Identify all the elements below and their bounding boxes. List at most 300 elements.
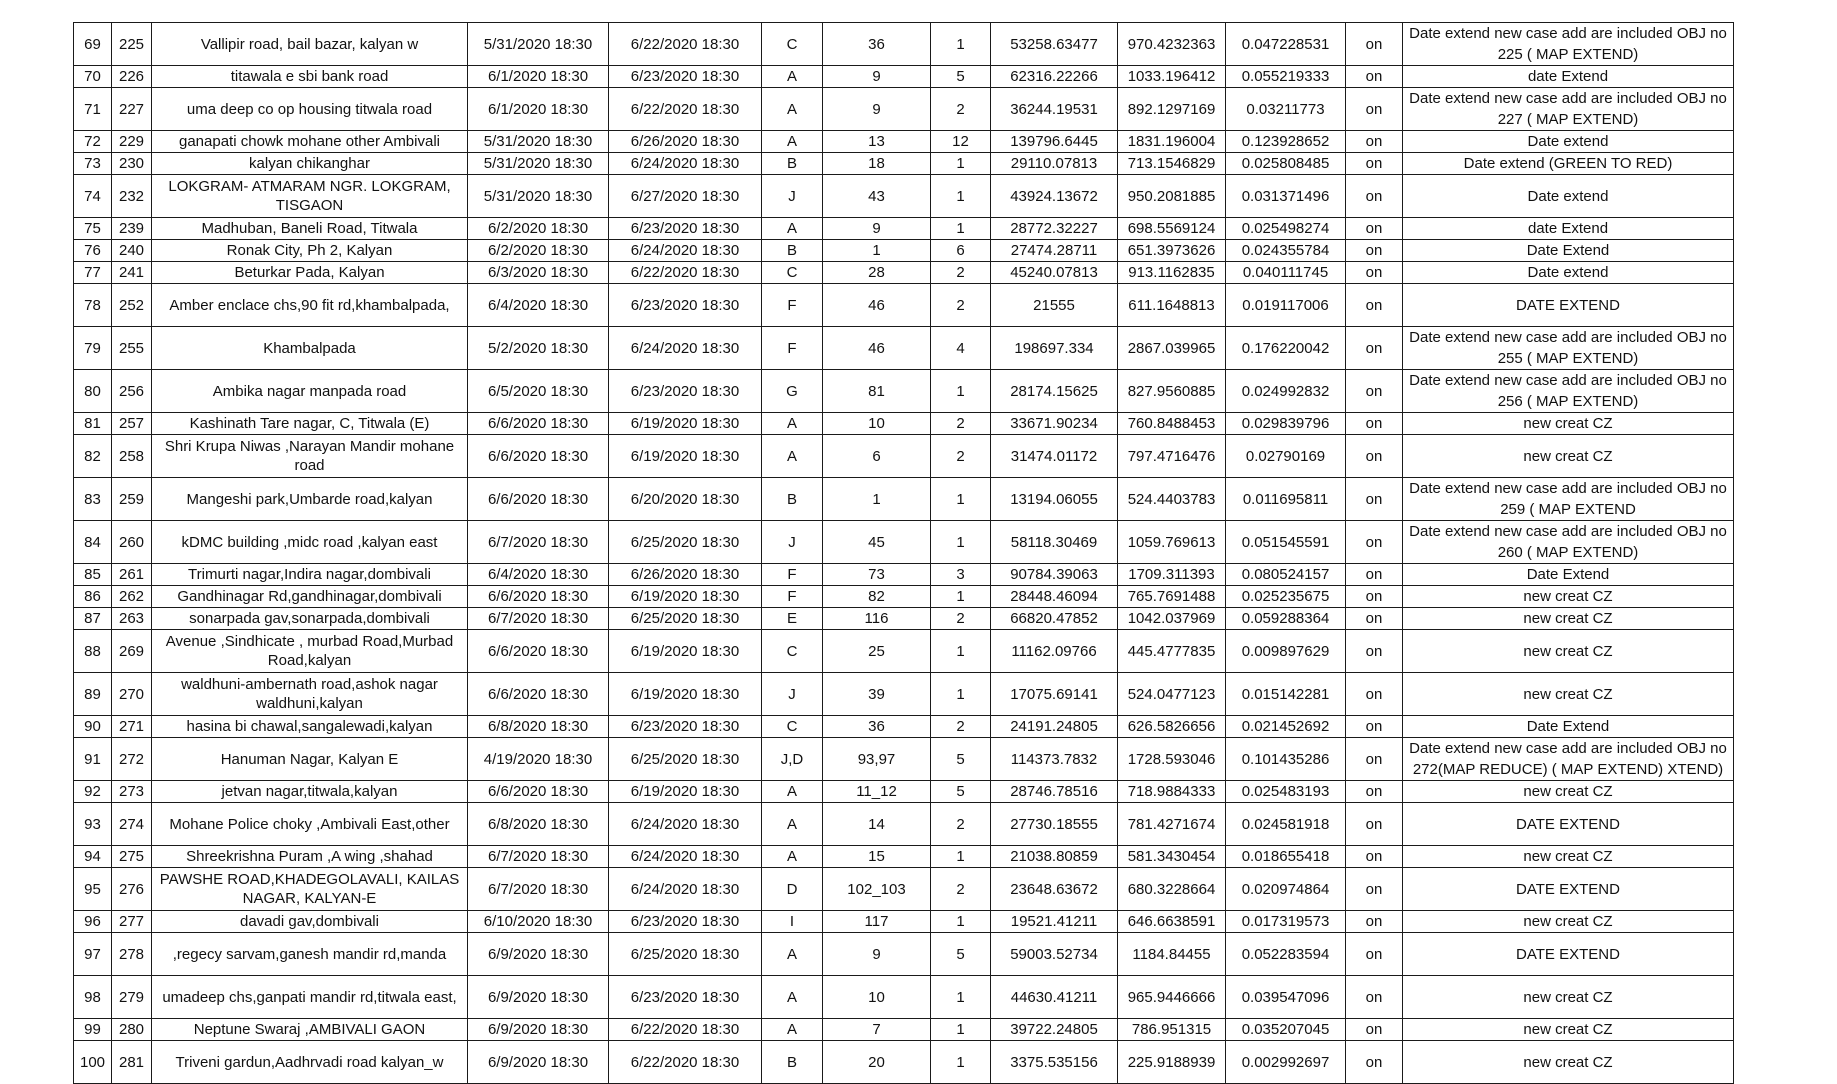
start-date-cell: 6/9/2020 18:30	[468, 933, 609, 976]
zone-cell: A	[762, 781, 823, 803]
remarks-cell: Date extend	[1403, 131, 1734, 153]
case-count-cell: 1	[931, 521, 991, 564]
object-id-cell: 281	[112, 1041, 152, 1084]
start-date-cell: 5/31/2020 18:30	[468, 131, 609, 153]
ward-cell: 10	[823, 413, 931, 435]
perimeter-cell: 713.1546829	[1118, 153, 1226, 175]
status-cell: on	[1346, 413, 1403, 435]
status-cell: on	[1346, 370, 1403, 413]
area-cell: 28746.78516	[991, 781, 1118, 803]
ratio-cell: 0.009897629	[1226, 630, 1346, 673]
end-date-cell: 6/19/2020 18:30	[609, 435, 762, 478]
end-date-cell: 6/23/2020 18:30	[609, 284, 762, 327]
location-cell: kDMC building ,midc road ,kalyan east	[152, 521, 468, 564]
table-body	[74, 23, 1734, 1084]
perimeter-cell: 524.0477123	[1118, 673, 1226, 716]
object-id-cell: 278	[112, 933, 152, 976]
perimeter-cell: 786.951315	[1118, 1019, 1226, 1041]
location-cell: waldhuni-ambernath road,ashok nagar waldhuni,kalyan	[152, 673, 468, 716]
table-row	[74, 868, 1734, 911]
ratio-cell: 0.025808485	[1226, 153, 1346, 175]
perimeter-cell: 781.4271674	[1118, 803, 1226, 846]
location-cell: hasina bi chawal,sangalewadi,kalyan	[152, 716, 468, 738]
serial-number-cell: 88	[74, 630, 112, 673]
remarks-cell: date Extend	[1403, 218, 1734, 240]
object-id-cell: 226	[112, 66, 152, 88]
area-cell: 3375.535156	[991, 1041, 1118, 1084]
location-cell: Shri Krupa Niwas ,Narayan Mandir mohane road	[152, 435, 468, 478]
ward-cell: 117	[823, 911, 931, 933]
object-id-cell: 252	[112, 284, 152, 327]
status-cell: on	[1346, 781, 1403, 803]
case-count-cell: 1	[931, 153, 991, 175]
start-date-cell: 6/9/2020 18:30	[468, 1041, 609, 1084]
zone-cell: B	[762, 240, 823, 262]
ward-cell: 82	[823, 586, 931, 608]
case-count-cell: 2	[931, 803, 991, 846]
location-cell: sonarpada gav,sonarpada,dombivali	[152, 608, 468, 630]
end-date-cell: 6/19/2020 18:30	[609, 586, 762, 608]
end-date-cell: 6/19/2020 18:30	[609, 781, 762, 803]
table-row	[74, 413, 1734, 435]
area-cell: 31474.01172	[991, 435, 1118, 478]
end-date-cell: 6/23/2020 18:30	[609, 218, 762, 240]
end-date-cell: 6/25/2020 18:30	[609, 521, 762, 564]
perimeter-cell: 765.7691488	[1118, 586, 1226, 608]
location-cell: LOKGRAM- ATMARAM NGR. LOKGRAM, TISGAON	[152, 175, 468, 218]
object-id-cell: 273	[112, 781, 152, 803]
table-row	[74, 175, 1734, 218]
end-date-cell: 6/25/2020 18:30	[609, 933, 762, 976]
start-date-cell: 6/8/2020 18:30	[468, 803, 609, 846]
serial-number-cell: 78	[74, 284, 112, 327]
start-date-cell: 6/7/2020 18:30	[468, 846, 609, 868]
case-count-cell: 1	[931, 1041, 991, 1084]
serial-number-cell: 81	[74, 413, 112, 435]
ward-cell: 6	[823, 435, 931, 478]
object-id-cell: 261	[112, 564, 152, 586]
status-cell: on	[1346, 521, 1403, 564]
zone-cell: A	[762, 435, 823, 478]
status-cell: on	[1346, 131, 1403, 153]
start-date-cell: 5/31/2020 18:30	[468, 175, 609, 218]
case-count-cell: 2	[931, 716, 991, 738]
start-date-cell: 6/3/2020 18:30	[468, 262, 609, 284]
ratio-cell: 0.025483193	[1226, 781, 1346, 803]
start-date-cell: 6/6/2020 18:30	[468, 586, 609, 608]
ward-cell: 81	[823, 370, 931, 413]
case-count-cell: 1	[931, 846, 991, 868]
status-cell: on	[1346, 933, 1403, 976]
ward-cell: 73	[823, 564, 931, 586]
end-date-cell: 6/26/2020 18:30	[609, 564, 762, 586]
area-cell: 21038.80859	[991, 846, 1118, 868]
case-count-cell: 2	[931, 435, 991, 478]
case-count-cell: 1	[931, 370, 991, 413]
ratio-cell: 0.051545591	[1226, 521, 1346, 564]
zone-cell: C	[762, 716, 823, 738]
ward-cell: 7	[823, 1019, 931, 1041]
serial-number-cell: 87	[74, 608, 112, 630]
location-cell: ,regecy sarvam,ganesh mandir rd,manda	[152, 933, 468, 976]
serial-number-cell: 94	[74, 846, 112, 868]
object-id-cell: 276	[112, 868, 152, 911]
zone-cell: J,D	[762, 738, 823, 781]
remarks-cell: DATE EXTEND	[1403, 933, 1734, 976]
perimeter-cell: 950.2081885	[1118, 175, 1226, 218]
end-date-cell: 6/23/2020 18:30	[609, 716, 762, 738]
location-cell: uma deep co op housing titwala road	[152, 88, 468, 131]
table-row	[74, 803, 1734, 846]
zone-cell: D	[762, 868, 823, 911]
zone-cell: B	[762, 153, 823, 175]
zone-cell: F	[762, 327, 823, 370]
status-cell: on	[1346, 608, 1403, 630]
ratio-cell: 0.02790169	[1226, 435, 1346, 478]
remarks-cell: Date extend new case add are included OBJ no 272(MAP REDUCE) ( MAP EXTEND) XTEND)	[1403, 738, 1734, 781]
area-cell: 198697.334	[991, 327, 1118, 370]
serial-number-cell: 72	[74, 131, 112, 153]
start-date-cell: 6/6/2020 18:30	[468, 435, 609, 478]
status-cell: on	[1346, 846, 1403, 868]
object-id-cell: 256	[112, 370, 152, 413]
object-id-cell: 263	[112, 608, 152, 630]
location-cell: Ambika nagar manpada road	[152, 370, 468, 413]
start-date-cell: 6/1/2020 18:30	[468, 66, 609, 88]
serial-number-cell: 84	[74, 521, 112, 564]
status-cell: on	[1346, 327, 1403, 370]
perimeter-cell: 1059.769613	[1118, 521, 1226, 564]
ward-cell: 116	[823, 608, 931, 630]
ratio-cell: 0.019117006	[1226, 284, 1346, 327]
case-count-cell: 2	[931, 284, 991, 327]
case-count-cell: 2	[931, 262, 991, 284]
remarks-cell: Date extend	[1403, 175, 1734, 218]
end-date-cell: 6/22/2020 18:30	[609, 1019, 762, 1041]
table-row	[74, 284, 1734, 327]
end-date-cell: 6/24/2020 18:30	[609, 846, 762, 868]
status-cell: on	[1346, 976, 1403, 1019]
table-row	[74, 262, 1734, 284]
zone-cell: I	[762, 911, 823, 933]
location-cell: Mohane Police choky ,Ambivali East,other	[152, 803, 468, 846]
ward-cell: 36	[823, 23, 931, 66]
serial-number-cell: 95	[74, 868, 112, 911]
status-cell: on	[1346, 716, 1403, 738]
area-cell: 44630.41211	[991, 976, 1118, 1019]
table-row	[74, 738, 1734, 781]
remarks-cell: DATE EXTEND	[1403, 868, 1734, 911]
object-id-cell: 241	[112, 262, 152, 284]
location-cell: ganapati chowk mohane other Ambivali	[152, 131, 468, 153]
zone-cell: A	[762, 413, 823, 435]
object-id-cell: 275	[112, 846, 152, 868]
object-id-cell: 270	[112, 673, 152, 716]
object-id-cell: 255	[112, 327, 152, 370]
perimeter-cell: 698.5569124	[1118, 218, 1226, 240]
serial-number-cell: 75	[74, 218, 112, 240]
location-cell: Ronak City, Ph 2, Kalyan	[152, 240, 468, 262]
ratio-cell: 0.017319573	[1226, 911, 1346, 933]
zone-cell: A	[762, 933, 823, 976]
remarks-cell: Date extend new case add are included OBJ no 260 ( MAP EXTEND)	[1403, 521, 1734, 564]
start-date-cell: 6/6/2020 18:30	[468, 478, 609, 521]
table-row	[74, 586, 1734, 608]
serial-number-cell: 80	[74, 370, 112, 413]
area-cell: 58118.30469	[991, 521, 1118, 564]
ratio-cell: 0.025235675	[1226, 586, 1346, 608]
perimeter-cell: 1033.196412	[1118, 66, 1226, 88]
ward-cell: 93,97	[823, 738, 931, 781]
zone-cell: C	[762, 262, 823, 284]
ward-cell: 9	[823, 66, 931, 88]
start-date-cell: 6/2/2020 18:30	[468, 240, 609, 262]
remarks-cell: new creat CZ	[1403, 781, 1734, 803]
case-count-cell: 1	[931, 23, 991, 66]
zone-cell: J	[762, 521, 823, 564]
ratio-cell: 0.03211773	[1226, 88, 1346, 131]
case-count-cell: 4	[931, 327, 991, 370]
start-date-cell: 6/2/2020 18:30	[468, 218, 609, 240]
object-id-cell: 227	[112, 88, 152, 131]
object-id-cell: 258	[112, 435, 152, 478]
serial-number-cell: 74	[74, 175, 112, 218]
case-count-cell: 2	[931, 608, 991, 630]
case-count-cell: 5	[931, 933, 991, 976]
location-cell: PAWSHE ROAD,KHADEGOLAVALI, KAILAS NAGAR, KALYAN-E	[152, 868, 468, 911]
remarks-cell: new creat CZ	[1403, 1041, 1734, 1084]
remarks-cell: Date Extend	[1403, 564, 1734, 586]
zone-cell: J	[762, 175, 823, 218]
zone-cell: B	[762, 1041, 823, 1084]
case-count-cell: 5	[931, 781, 991, 803]
remarks-cell: Date Extend	[1403, 716, 1734, 738]
ward-cell: 46	[823, 284, 931, 327]
ward-cell: 14	[823, 803, 931, 846]
location-cell: davadi gav,dombivali	[152, 911, 468, 933]
area-cell: 36244.19531	[991, 88, 1118, 131]
zone-cell: A	[762, 803, 823, 846]
perimeter-cell: 680.3228664	[1118, 868, 1226, 911]
object-id-cell: 232	[112, 175, 152, 218]
start-date-cell: 4/19/2020 18:30	[468, 738, 609, 781]
end-date-cell: 6/19/2020 18:30	[609, 413, 762, 435]
remarks-cell: new creat CZ	[1403, 630, 1734, 673]
status-cell: on	[1346, 153, 1403, 175]
end-date-cell: 6/25/2020 18:30	[609, 608, 762, 630]
status-cell: on	[1346, 673, 1403, 716]
ratio-cell: 0.101435286	[1226, 738, 1346, 781]
object-id-cell: 225	[112, 23, 152, 66]
perimeter-cell: 581.3430454	[1118, 846, 1226, 868]
perimeter-cell: 797.4716476	[1118, 435, 1226, 478]
table-row	[74, 327, 1734, 370]
object-id-cell: 269	[112, 630, 152, 673]
ward-cell: 18	[823, 153, 931, 175]
ratio-cell: 0.039547096	[1226, 976, 1346, 1019]
serial-number-cell: 92	[74, 781, 112, 803]
area-cell: 19521.41211	[991, 911, 1118, 933]
status-cell: on	[1346, 435, 1403, 478]
area-cell: 114373.7832	[991, 738, 1118, 781]
end-date-cell: 6/19/2020 18:30	[609, 673, 762, 716]
zone-cell: F	[762, 284, 823, 327]
object-id-cell: 274	[112, 803, 152, 846]
table-row	[74, 608, 1734, 630]
table-row	[74, 716, 1734, 738]
remarks-cell: DATE EXTEND	[1403, 803, 1734, 846]
ward-cell: 102_103	[823, 868, 931, 911]
case-count-cell: 1	[931, 673, 991, 716]
area-cell: 23648.63672	[991, 868, 1118, 911]
zone-cell: B	[762, 478, 823, 521]
perimeter-cell: 892.1297169	[1118, 88, 1226, 131]
serial-number-cell: 69	[74, 23, 112, 66]
ratio-cell: 0.047228531	[1226, 23, 1346, 66]
zone-cell: A	[762, 66, 823, 88]
zone-cell: J	[762, 673, 823, 716]
remarks-cell: new creat CZ	[1403, 976, 1734, 1019]
zone-cell: A	[762, 131, 823, 153]
remarks-cell: new creat CZ	[1403, 413, 1734, 435]
perimeter-cell: 1042.037969	[1118, 608, 1226, 630]
location-cell: Triveni gardun,Aadhrvadi road kalyan_w	[152, 1041, 468, 1084]
perimeter-cell: 718.9884333	[1118, 781, 1226, 803]
ratio-cell: 0.080524157	[1226, 564, 1346, 586]
zone-cell: F	[762, 564, 823, 586]
case-count-cell: 2	[931, 413, 991, 435]
serial-number-cell: 85	[74, 564, 112, 586]
location-cell: Gandhinagar Rd,gandhinagar,dombivali	[152, 586, 468, 608]
ward-cell: 9	[823, 218, 931, 240]
location-cell: Neptune Swaraj ,AMBIVALI GAON	[152, 1019, 468, 1041]
ratio-cell: 0.123928652	[1226, 131, 1346, 153]
perimeter-cell: 651.3973626	[1118, 240, 1226, 262]
table-row	[74, 564, 1734, 586]
start-date-cell: 6/6/2020 18:30	[468, 673, 609, 716]
remarks-cell: new creat CZ	[1403, 911, 1734, 933]
area-cell: 28772.32227	[991, 218, 1118, 240]
ratio-cell: 0.031371496	[1226, 175, 1346, 218]
ratio-cell: 0.059288364	[1226, 608, 1346, 630]
table-row	[74, 435, 1734, 478]
zone-cell: A	[762, 88, 823, 131]
case-count-cell: 1	[931, 478, 991, 521]
area-cell: 17075.69141	[991, 673, 1118, 716]
table-row	[74, 23, 1734, 66]
status-cell: on	[1346, 803, 1403, 846]
end-date-cell: 6/22/2020 18:30	[609, 1041, 762, 1084]
perimeter-cell: 225.9188939	[1118, 1041, 1226, 1084]
remarks-cell: new creat CZ	[1403, 673, 1734, 716]
serial-number-cell: 73	[74, 153, 112, 175]
ward-cell: 15	[823, 846, 931, 868]
case-count-cell: 1	[931, 1019, 991, 1041]
zone-cell: A	[762, 218, 823, 240]
zone-cell: A	[762, 846, 823, 868]
remarks-cell: new creat CZ	[1403, 586, 1734, 608]
area-cell: 11162.09766	[991, 630, 1118, 673]
start-date-cell: 6/9/2020 18:30	[468, 1019, 609, 1041]
status-cell: on	[1346, 1019, 1403, 1041]
ratio-cell: 0.040111745	[1226, 262, 1346, 284]
perimeter-cell: 646.6638591	[1118, 911, 1226, 933]
object-id-cell: 257	[112, 413, 152, 435]
end-date-cell: 6/24/2020 18:30	[609, 868, 762, 911]
zone-cell: A	[762, 976, 823, 1019]
ratio-cell: 0.021452692	[1226, 716, 1346, 738]
ward-cell: 9	[823, 933, 931, 976]
area-cell: 39722.24805	[991, 1019, 1118, 1041]
remarks-cell: DATE EXTEND	[1403, 284, 1734, 327]
object-id-cell: 239	[112, 218, 152, 240]
perimeter-cell: 611.1648813	[1118, 284, 1226, 327]
status-cell: on	[1346, 66, 1403, 88]
ward-cell: 11_12	[823, 781, 931, 803]
area-cell: 13194.06055	[991, 478, 1118, 521]
remarks-cell: new creat CZ	[1403, 1019, 1734, 1041]
perimeter-cell: 1728.593046	[1118, 738, 1226, 781]
location-cell: Madhuban, Baneli Road, Titwala	[152, 218, 468, 240]
status-cell: on	[1346, 630, 1403, 673]
table-row	[74, 521, 1734, 564]
ward-cell: 45	[823, 521, 931, 564]
ward-cell: 1	[823, 478, 931, 521]
perimeter-cell: 524.4403783	[1118, 478, 1226, 521]
perimeter-cell: 760.8488453	[1118, 413, 1226, 435]
serial-number-cell: 83	[74, 478, 112, 521]
table-row	[74, 478, 1734, 521]
remarks-cell: new creat CZ	[1403, 435, 1734, 478]
object-id-cell: 259	[112, 478, 152, 521]
serial-number-cell: 86	[74, 586, 112, 608]
table-row	[74, 66, 1734, 88]
ward-cell: 28	[823, 262, 931, 284]
case-count-cell: 6	[931, 240, 991, 262]
status-cell: on	[1346, 23, 1403, 66]
ward-cell: 36	[823, 716, 931, 738]
location-cell: Beturkar Pada, Kalyan	[152, 262, 468, 284]
serial-number-cell: 76	[74, 240, 112, 262]
location-cell: titawala e sbi bank road	[152, 66, 468, 88]
perimeter-cell: 965.9446666	[1118, 976, 1226, 1019]
object-id-cell: 262	[112, 586, 152, 608]
location-cell: Vallipir road, bail bazar, kalyan w	[152, 23, 468, 66]
start-date-cell: 6/7/2020 18:30	[468, 521, 609, 564]
serial-number-cell: 89	[74, 673, 112, 716]
containment-zone-table	[73, 22, 1734, 1084]
ratio-cell: 0.052283594	[1226, 933, 1346, 976]
location-cell: kalyan chikanghar	[152, 153, 468, 175]
status-cell: on	[1346, 564, 1403, 586]
zone-cell: F	[762, 586, 823, 608]
perimeter-cell: 1184.84455	[1118, 933, 1226, 976]
start-date-cell: 6/7/2020 18:30	[468, 868, 609, 911]
status-cell: on	[1346, 911, 1403, 933]
remarks-cell: Date extend new case add are included OBJ no 259 ( MAP EXTEND	[1403, 478, 1734, 521]
location-cell: Hanuman Nagar, Kalyan E	[152, 738, 468, 781]
case-count-cell: 1	[931, 911, 991, 933]
table-row	[74, 153, 1734, 175]
serial-number-cell: 93	[74, 803, 112, 846]
perimeter-cell: 913.1162835	[1118, 262, 1226, 284]
case-count-cell: 1	[931, 218, 991, 240]
area-cell: 29110.07813	[991, 153, 1118, 175]
start-date-cell: 6/1/2020 18:30	[468, 88, 609, 131]
start-date-cell: 6/4/2020 18:30	[468, 284, 609, 327]
object-id-cell: 277	[112, 911, 152, 933]
ratio-cell: 0.011695811	[1226, 478, 1346, 521]
